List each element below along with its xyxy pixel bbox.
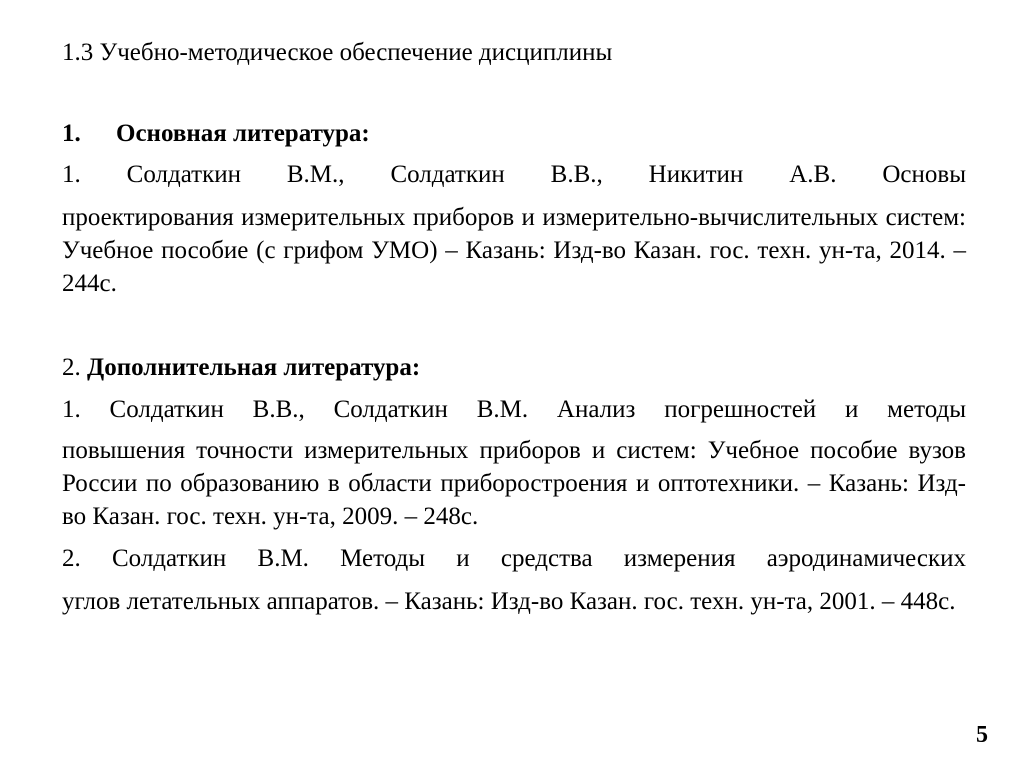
main-literature-title: Основная литература: — [116, 120, 370, 147]
additional-literature-item-1-continuation: повышения точности измерительных приборов и систем: Учебное пособие вузов России по образованию в области приборостроения и оптотехники. – Казань: Изд-во Казан. гос. техн. ун-та, 2009. – 248с. — [62, 437, 966, 530]
additional-literature-number: 2. — [62, 354, 81, 381]
page-number: 5 — [976, 722, 988, 748]
additional-literature-item-2-first-line: 2. Солдаткин В.М. Методы и средства измерения аэродинамических — [62, 545, 966, 572]
additional-literature-title: Дополнительная литература: — [87, 354, 421, 381]
section-title: 1.3 Учебно-методическое обеспечение дисциплины — [62, 39, 613, 66]
main-literature-item-1-continuation: проектирования измерительных приборов и измерительно-вычислительных систем: Учебное пособие (с грифом УМО) – Казань: Изд-во Казан. гос. техн. ун-та, 2014. – 244с. — [62, 204, 966, 297]
main-literature-item-1-first-line: 1. Солдаткин В.М., Солдаткин В.В., Никитин А.В. Основы — [62, 161, 966, 188]
additional-literature-item-1-first-line: 1. Солдаткин В.В., Солдаткин В.М. Анализ погрешностей и методы — [62, 396, 966, 423]
main-literature-heading — [62, 119, 370, 149]
additional-literature-item-2-continuation: углов летательных аппаратов. – Казань: Изд-во Казан. гос. техн. ун-та, 2001. – 448с. — [62, 588, 956, 615]
main-literature-number: 1. — [62, 120, 81, 147]
additional-literature-heading — [62, 353, 420, 383]
